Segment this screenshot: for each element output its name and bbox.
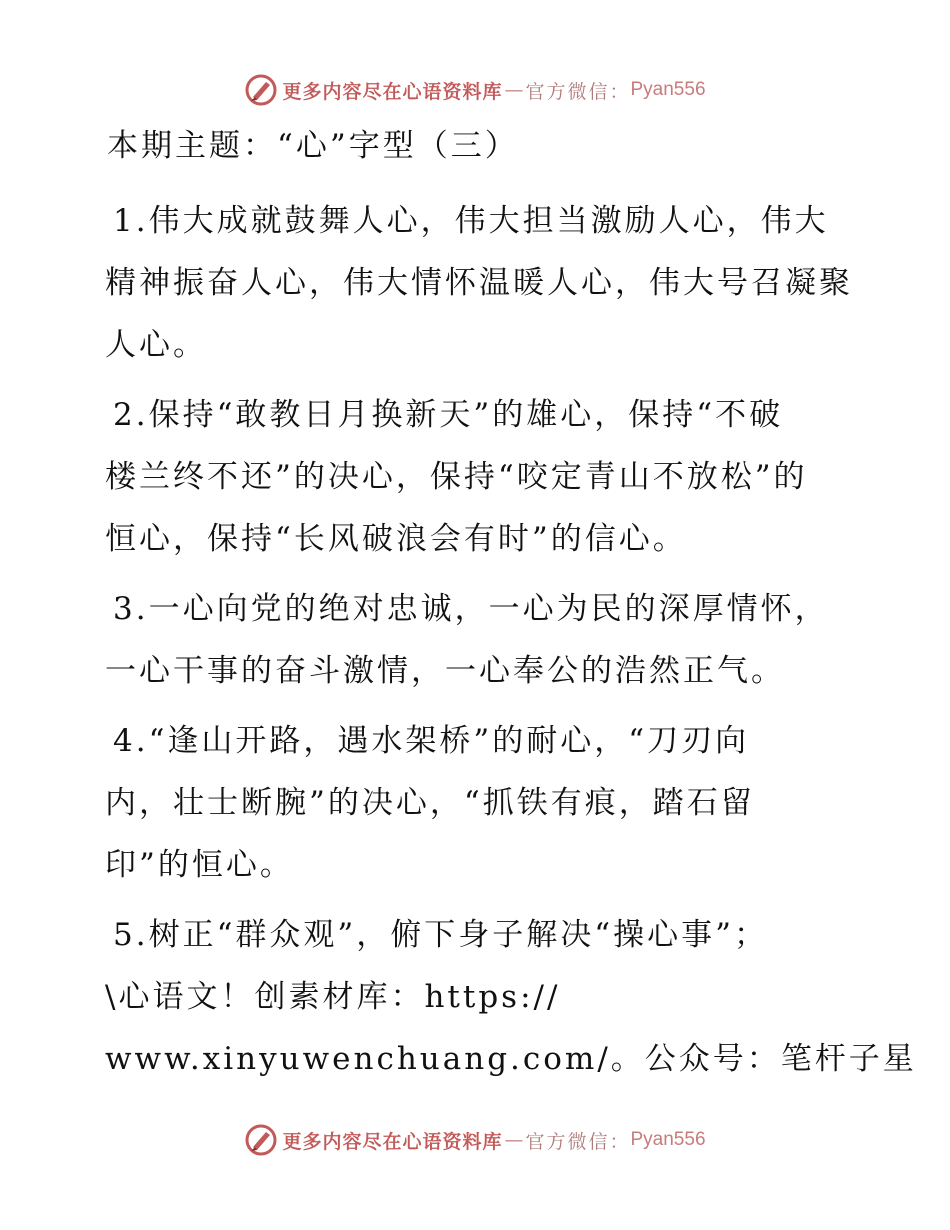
list-item xyxy=(97,710,857,896)
banner-site-text: 更多内容尽在心语资料库 xyxy=(282,1130,503,1153)
list-item xyxy=(97,384,857,570)
text-line: 1.伟大成就鼓舞人心，伟大担当激励人心，伟大 xyxy=(113,203,829,239)
list-item xyxy=(97,904,917,1090)
text-line: 楼兰终不还”的决心，保持“咬定青山不放松”的 xyxy=(105,459,808,495)
text-line: 精神振奋人心，伟大情怀温暖人心，伟大号召凝聚 xyxy=(105,265,853,301)
banner-dash: — xyxy=(504,1129,524,1151)
brush-logo-icon xyxy=(244,73,278,107)
header-banner xyxy=(0,70,950,110)
text-line: 3.一心向党的绝对忠诚，一心为民的深厚情怀， xyxy=(113,591,829,627)
footer-banner xyxy=(0,1120,950,1160)
text-line: 印”的恒心。 xyxy=(105,847,294,883)
banner-official-text: 官方微信： xyxy=(525,1130,631,1153)
list-item xyxy=(97,578,857,702)
text-line: \心语文！创素材库：https:// xyxy=(105,979,561,1015)
list-item xyxy=(97,190,857,376)
text-line: 一心干事的奋斗激情，一心奉公的浩然正气。 xyxy=(105,653,785,689)
text-line: 4.“逢山开路，遇水架桥”的耐心，“刀刃向 xyxy=(113,723,750,759)
text-line: www.xinyuwenchuang.com/。公众号：笔杆子星 xyxy=(105,1041,917,1077)
brush-logo-icon xyxy=(244,1123,278,1157)
text-line: 内，壮士断腕”的决心，“抓铁有痕，踏石留 xyxy=(105,785,755,821)
text-line: 恒心，保持“长风破浪会有时”的信心。 xyxy=(105,521,687,557)
document-body xyxy=(97,118,917,1098)
banner-wechat-id: Pyan556 xyxy=(630,79,706,100)
banner-official-text: 官方微信： xyxy=(525,80,631,103)
banner-dash: — xyxy=(504,79,524,101)
text-line: 2.保持“敢教日月换新天”的雄心，保持“不破 xyxy=(113,397,784,433)
text-line: 5.树正“群众观”，俯下身子解决“操心事”； xyxy=(113,917,768,953)
topic-heading: 本期主题：“心”字型（三） xyxy=(107,128,519,164)
text-line: 人心。 xyxy=(105,327,207,363)
banner-site-text: 更多内容尽在心语资料库 xyxy=(282,80,503,103)
banner-wechat-id: Pyan556 xyxy=(630,1129,706,1150)
